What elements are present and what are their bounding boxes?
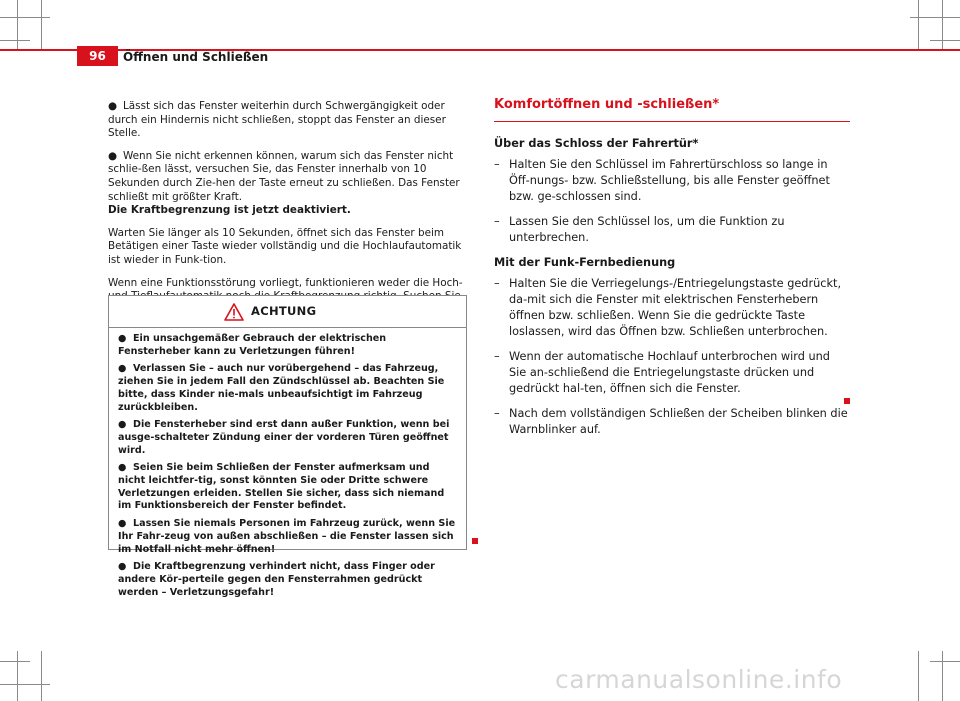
watermark: carmanualsonline.info bbox=[555, 665, 843, 694]
bullet-icon: ● bbox=[118, 333, 127, 344]
warning-text: Die Fensterheber sind erst dann außer Funktion, wenn bei ausge-schalteter Zündung einer der vorderen Türen geöffnet wird. bbox=[118, 419, 450, 456]
warning-item bbox=[118, 363, 458, 414]
crop-mark bbox=[942, 0, 943, 50]
warning-box bbox=[108, 295, 467, 598]
crop-mark bbox=[41, 651, 42, 701]
warning-text: Lassen Sie niemals Personen im Fahrzeug zurück, wenn Sie Ihr Fahr-zeug von außen abschließen – die Fenster lassen sich im Notfall nicht mehr öffnen! bbox=[118, 518, 456, 555]
warning-title: ACHTUNG bbox=[251, 304, 317, 318]
warning-triangle-icon bbox=[224, 303, 244, 321]
subsection-title: Mit der Funk-Fernbedienung bbox=[494, 256, 676, 269]
dash-item bbox=[494, 214, 850, 246]
crop-mark bbox=[918, 651, 919, 701]
crop-mark bbox=[918, 0, 919, 50]
dash-text: Nach dem vollständigen Schließen der Scheiben blinken die Warnblinker auf. bbox=[509, 407, 848, 436]
section-end-mark bbox=[472, 538, 478, 544]
warning-text: Seien Sie beim Schließen der Fenster aufmerksam und nicht leichtfer-tig, sonst könnten Sie oder Dritte schwere Verletzungen erleiden. Stellen Sie sicher, dass sich niemand im Funktionsbereich der Fenster befindet. bbox=[118, 462, 445, 512]
page-number: 96 bbox=[77, 46, 118, 66]
crop-mark bbox=[17, 0, 18, 50]
crop-mark bbox=[930, 661, 960, 662]
bullet-icon: ● bbox=[108, 100, 118, 112]
bullet-icon: ● bbox=[118, 462, 127, 474]
warning-item bbox=[118, 561, 458, 599]
warning-text: Verlassen Sie – auch nur vorübergehend – das Fahrzeug, ziehen Sie in jedem Fall den Zündschlüssel ab. Beachten Sie bitte, dass Kinder nie-mals unbeaufsichtigt im Fahrzeug zurückbleiben. bbox=[118, 363, 445, 413]
bullet-icon: ● bbox=[118, 363, 127, 375]
crop-mark bbox=[942, 651, 943, 701]
warning-item bbox=[118, 419, 458, 457]
dash-mark: – bbox=[494, 215, 500, 228]
bullet-item bbox=[108, 150, 466, 218]
warning-body bbox=[109, 328, 466, 599]
dash-mark: – bbox=[494, 158, 500, 171]
section-title: Komfortöffnen und -schließen* bbox=[494, 96, 850, 122]
dash-text: Lassen Sie den Schlüssel los, um die Funktion zu unterbrechen. bbox=[509, 215, 785, 244]
warning-header bbox=[109, 296, 466, 328]
dash-text: Halten Sie die Verriegelungs-/Entriegelungstaste gedrückt, da-mit sich die Fenster mit elektrischen Fensterhebern öffnen bzw. schließen. Wenn Sie die gedrückte Taste loslassen, wird das Öffnen bzw. Schließen unterbrochen. bbox=[509, 277, 842, 338]
dash-mark: – bbox=[494, 277, 500, 290]
crop-mark bbox=[0, 684, 50, 685]
warning-item bbox=[118, 333, 458, 358]
bullet-text: Wenn Sie nicht erkennen können, warum sich das Fenster nicht schlie-ßen lässt, versuchen Sie, das Fenster innerhalb von 10 Sekunden durch Zie-hen der Taste erneut zu schließen. Das Fenster schließt mit größter Kraft. bbox=[108, 149, 460, 203]
dash-mark: – bbox=[494, 407, 500, 420]
crop-mark bbox=[0, 661, 30, 662]
dash-mark: – bbox=[494, 350, 500, 363]
dash-text: Wenn der automatische Hochlauf unterbrochen wird und Sie an-schließend die Entriegelungstaste drücken und gedrückt hal-ten, öffnen sich die Fenster. bbox=[509, 350, 830, 395]
dash-text: Halten Sie den Schlüssel im Fahrertürschloss so lange in Öff-nungs- bzw. Schließstellung, bis alle Fenster geöffnet bzw. ge-schlossen sind. bbox=[509, 158, 830, 203]
warning-item bbox=[118, 518, 458, 556]
paragraph: Wenn eine Funktionsstörung vorliegt, funktionieren weder die Hoch- bbox=[108, 276, 463, 289]
crop-mark bbox=[41, 0, 42, 50]
crop-mark bbox=[930, 40, 960, 41]
dash-item bbox=[494, 276, 850, 340]
bullet-icon: ● bbox=[118, 419, 127, 431]
left-column bbox=[108, 100, 466, 326]
subsection-title: Über das Schloss der Fahrertür* bbox=[494, 137, 699, 150]
bold-note: Die Kraftbegrenzung ist jetzt deaktiviert. bbox=[108, 204, 351, 217]
paragraph: Warten Sie länger als 10 Sekunden, öffnet sich das Fenster beim Betätigen einer Taste wieder vollständig und die Hochlaufautomatik ist wieder in Funk-tion. bbox=[108, 226, 462, 266]
crop-mark bbox=[0, 17, 50, 18]
dash-item bbox=[494, 406, 850, 438]
warning-item bbox=[118, 462, 458, 513]
dash-item bbox=[494, 157, 850, 205]
bullet-icon: ● bbox=[118, 518, 127, 530]
bullet-icon: ● bbox=[118, 561, 127, 573]
bullet-icon: ● bbox=[108, 149, 118, 162]
right-column bbox=[494, 96, 850, 438]
bullet-item bbox=[108, 100, 466, 141]
dash-item bbox=[494, 349, 850, 397]
crop-mark bbox=[0, 40, 30, 41]
warning-text: Die Kraftbegrenzung verhindert nicht, dass Finger oder andere Kör-perteile gegen den Fensterrahmen gedrückt werden – Verletzungsgefahr! bbox=[118, 561, 435, 598]
warning-text: Ein unsachgemäßer Gebrauch der elektrischen Fensterheber kann zu Verletzungen führen! bbox=[118, 333, 387, 357]
section-end-mark bbox=[844, 398, 850, 404]
chapter-title: Öffnen und Schließen bbox=[123, 50, 269, 64]
crop-mark bbox=[17, 651, 18, 701]
bullet-text: Lässt sich das Fenster weiterhin durch Schwergängigkeit oder durch ein Hindernis nicht schließen, stoppt das Fenster an dieser Stelle. bbox=[108, 100, 446, 140]
